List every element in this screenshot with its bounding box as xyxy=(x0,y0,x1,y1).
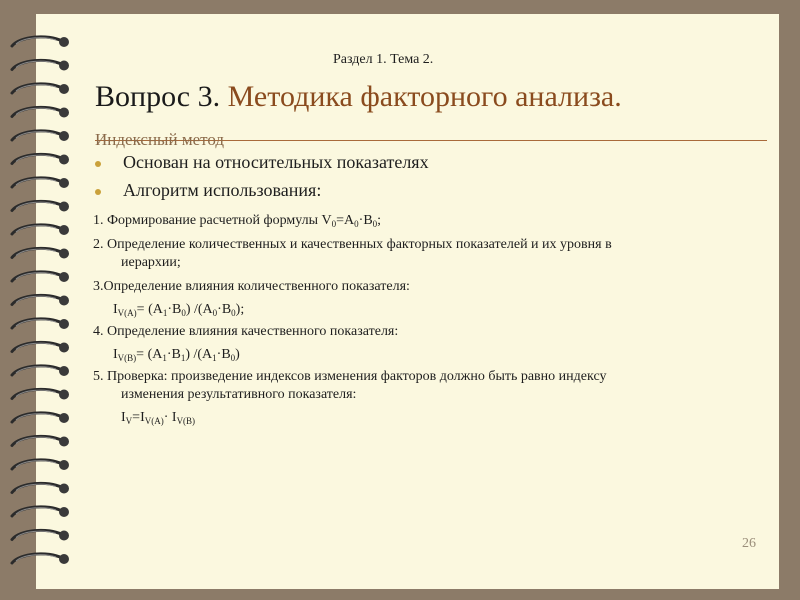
page-number: 26 xyxy=(742,536,756,551)
subscript: V xyxy=(125,416,133,426)
subscript: V(A) xyxy=(117,308,137,318)
spiral-ring-icon xyxy=(12,342,69,352)
subscript: V(A) xyxy=(144,416,164,426)
spiral-ring-icon xyxy=(12,201,69,211)
formula-part: I xyxy=(113,302,118,317)
spiral-ring-icon xyxy=(12,507,69,517)
formula-part: ) xyxy=(235,347,240,362)
spiral-ring-icon xyxy=(12,413,69,423)
spiral-ring-icon xyxy=(12,554,69,564)
formula-part: ; xyxy=(377,213,382,228)
step-4: 4. Определение влияния качественного показателя: xyxy=(93,324,399,339)
formula-part: ) /(A xyxy=(185,347,213,362)
spiral-ring-icon xyxy=(12,131,69,141)
subscript: 1 xyxy=(162,308,168,318)
spiral-ring-icon xyxy=(12,436,69,446)
spiral-ring-icon xyxy=(12,389,69,399)
spiral-ring-icon xyxy=(12,248,69,258)
step-5 xyxy=(93,368,733,404)
spiral-ring-icon xyxy=(12,107,69,117)
spiral-ring-icon xyxy=(12,154,69,164)
formula-part: =A xyxy=(336,213,355,228)
subscript: 0 xyxy=(181,308,186,318)
subscript: 0 xyxy=(354,219,359,229)
formula-qualitative xyxy=(93,346,733,364)
spiral-ring-icon xyxy=(12,295,69,305)
bullet-icon xyxy=(95,161,101,167)
step-2 xyxy=(93,236,733,272)
step-5-text: 5. Проверка: произведение индексов изменения факторов должно быть равно индексу xyxy=(93,369,607,384)
formula-quantitative xyxy=(93,301,733,319)
spiral-ring-icon xyxy=(12,366,69,376)
formula-part: ·B xyxy=(167,302,182,317)
step-5-continuation: изменения результативного показателя: xyxy=(121,387,357,402)
slide-subtitle: Индексный метод xyxy=(95,130,224,149)
step-3: 3.Определение влияния количественного показателя: xyxy=(93,279,410,294)
step-1-text: 1. Формирование расчетной формулы V xyxy=(93,213,332,228)
title-prefix: Вопрос 3. xyxy=(95,80,228,113)
bullet-text: Основан на относительных показателях xyxy=(123,152,429,172)
formula-part: I xyxy=(121,410,126,425)
formula-part: ·B xyxy=(358,213,373,228)
slide-title xyxy=(95,80,622,114)
formula-check xyxy=(93,409,733,427)
spiral-ring-icon xyxy=(12,225,69,235)
spiral-ring-icon xyxy=(12,530,69,540)
subscript: 0 xyxy=(372,219,378,229)
formula-part: ); xyxy=(235,302,245,317)
formula-part: · I xyxy=(163,410,177,425)
subscript: 0 xyxy=(231,308,236,318)
spiral-ring-icon xyxy=(12,60,69,70)
spiral-ring-icon xyxy=(12,272,69,282)
step-2-continuation: иерархии; xyxy=(121,255,181,270)
subscript: 0 xyxy=(230,353,236,363)
algorithm-steps xyxy=(93,212,733,427)
bullet-text: Алгоритм использования: xyxy=(123,180,322,200)
spiral-ring-icon xyxy=(12,483,69,493)
formula-part: = (A xyxy=(136,302,163,317)
formula-part: =I xyxy=(132,410,145,425)
spiral-binding-icon xyxy=(0,0,90,600)
formula-part: ) /(A xyxy=(185,302,213,317)
subscript: 1 xyxy=(212,353,217,363)
step-1 xyxy=(93,212,733,230)
subscript: V(B) xyxy=(176,416,196,426)
subscript: 0 xyxy=(331,219,337,229)
subscript: 0 xyxy=(212,308,218,318)
formula-part: I xyxy=(113,347,118,362)
bullet-icon xyxy=(95,189,101,195)
title-main: Методика факторного анализа. xyxy=(227,80,622,113)
spiral-ring-icon xyxy=(12,460,69,470)
spiral-ring-icon xyxy=(12,319,69,329)
formula-part: = (A xyxy=(136,347,163,362)
subscript: 1 xyxy=(180,353,186,363)
spiral-ring-icon xyxy=(12,37,69,47)
formula-part: ·B xyxy=(166,347,181,362)
subscript: 1 xyxy=(162,353,167,363)
section-label: Раздел 1. Тема 2. xyxy=(333,52,434,67)
formula-part: ·B xyxy=(217,302,232,317)
step-2-text: 2. Определение количественных и качественных факторных показателей и их уровня в xyxy=(93,237,612,252)
subscript: V(B) xyxy=(117,353,137,363)
spiral-ring-icon xyxy=(12,178,69,188)
formula-part: ·B xyxy=(216,347,231,362)
spiral-ring-icon xyxy=(12,84,69,94)
